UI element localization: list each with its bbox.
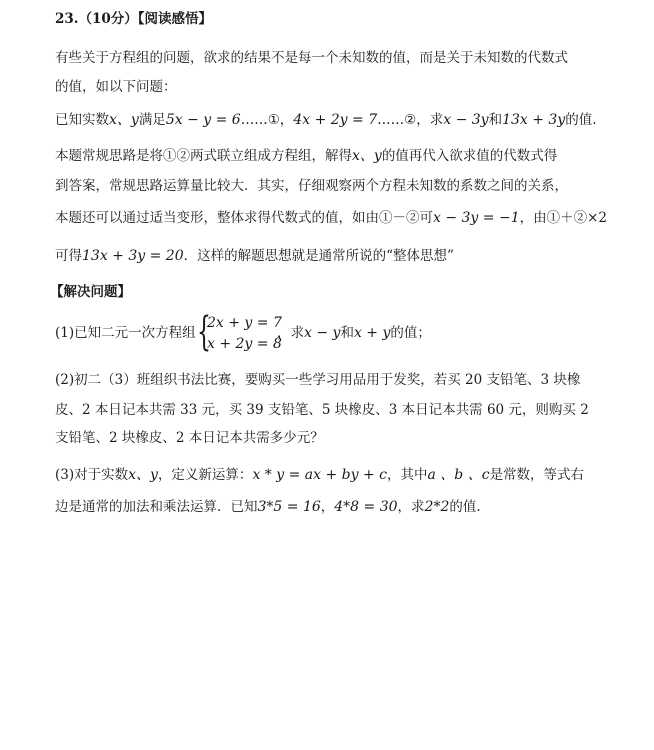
- problem-2-line-3: 支铅笔、2 块橡皮、2 本日记本共需多少元？: [55, 430, 324, 446]
- idea-line-1: [55, 146, 624, 166]
- problem-3-line-2: [55, 497, 624, 517]
- question-header: 23.（10分）【阅读感悟】: [55, 11, 213, 27]
- problem-2-line-2: 皮、2 本日记本共需 33 元，买 39 支铅笔、5 块橡皮、3 本日记本共需 60 元，则购买 2: [55, 402, 589, 418]
- idea-expr-4: 13x + 3y = 20: [82, 248, 184, 264]
- system-eq-2: x + 2y = 8: [207, 336, 282, 352]
- problem-1-text-1: ，求: [277, 325, 304, 341]
- problem-3-text-3: ，其中: [387, 467, 428, 483]
- problem-1-lead: (1)已知二元一次方程组: [55, 325, 196, 341]
- idea-line-2: 到答案，常规思路运算量比较大．其实，仔细观察两个方程未知数的系数之间的关系，: [55, 178, 568, 194]
- idea-text-1b: 的值再代入欲求值的代数式得: [381, 148, 558, 164]
- problem-3-operation: x * y = ax + by + c: [252, 467, 387, 483]
- idea-text-4a: 可得: [55, 248, 82, 264]
- given-expr2: 13x + 3y: [502, 112, 566, 128]
- given-text-4: 的值.: [565, 112, 597, 128]
- problem-1: [55, 311, 615, 355]
- given-eq1: 5x − y = 6: [165, 112, 241, 128]
- problem-1-expr-2: x + y: [353, 325, 391, 341]
- idea-text-1a: 本题常规思路是将①②两式联立组成方程组，解得: [55, 148, 352, 164]
- problem-2-line-1: (2)初二（3）班组织书法比赛，要购买一些学习用品用于发奖，若买 20 支铅笔、3 块橡: [55, 372, 581, 388]
- problem-1-tail: [277, 323, 431, 343]
- idea-text-3a: 本题还可以通过适当变形，整体求得代数式的值，如由①－②可: [55, 210, 433, 226]
- problem-3-line-1: [55, 465, 624, 485]
- problem-3-text-5: 边是通常的加法和乘法运算．已知: [55, 499, 258, 515]
- idea-text-3b: ，由①＋②×2: [519, 210, 608, 226]
- problem-3-known-1: 3*5 = 16: [257, 499, 321, 515]
- problem-3-consts: a 、b 、c: [427, 467, 490, 483]
- problem-3-sep: ，: [320, 499, 335, 515]
- problem-1-expr-1: x − y: [304, 325, 341, 341]
- given-eq2: 4x + 2y = 7: [293, 112, 378, 128]
- idea-text-4b: ．这样的解题思想就是通常所说的“整体思想”: [183, 248, 454, 264]
- given-vars: x、y: [109, 112, 139, 128]
- given-text-2: 满足: [138, 112, 166, 128]
- problem-3-text-6: ，求: [397, 499, 425, 515]
- given-mark2: ……②，求: [377, 112, 444, 128]
- problem-3-text-4: 是常数，等式右: [489, 467, 585, 483]
- idea-line-3: [55, 208, 624, 228]
- idea-line-4: [55, 246, 624, 266]
- given-text-3: 和: [488, 112, 503, 128]
- problem-1-text-2: 和: [340, 325, 354, 341]
- given-expr1: x − 3y: [443, 112, 489, 128]
- problem-1-text-3: 的值；: [390, 325, 431, 341]
- problem-3-text-2: ，定义新运算：: [157, 467, 253, 483]
- problem-3-text-7: 的值.: [449, 499, 481, 515]
- problem-3-vars: x、y: [128, 467, 158, 483]
- given-line: [55, 110, 624, 130]
- problem-3-target: 2*2: [424, 499, 450, 515]
- idea-vars: x、y: [352, 148, 382, 164]
- given-mark1: ……①，: [240, 112, 294, 128]
- left-brace: {: [197, 309, 211, 355]
- intro-line-1: 有些关于方程组的问题，欲求的结果不是每一个未知数的值，而是关于未知数的代数式: [55, 50, 568, 66]
- system-eq-1: 2x + y = 7: [207, 315, 282, 331]
- idea-expr-3: x − 3y = −1: [433, 210, 520, 226]
- given-text-1: 已知实数: [55, 112, 109, 128]
- solve-header: 【解决问题】: [50, 284, 131, 300]
- problem-3-text-1: (3)对于实数: [55, 467, 129, 483]
- problem-3-known-2: 4*8 = 30: [334, 499, 398, 515]
- intro-line-2: 的值，如以下问题：: [55, 79, 177, 95]
